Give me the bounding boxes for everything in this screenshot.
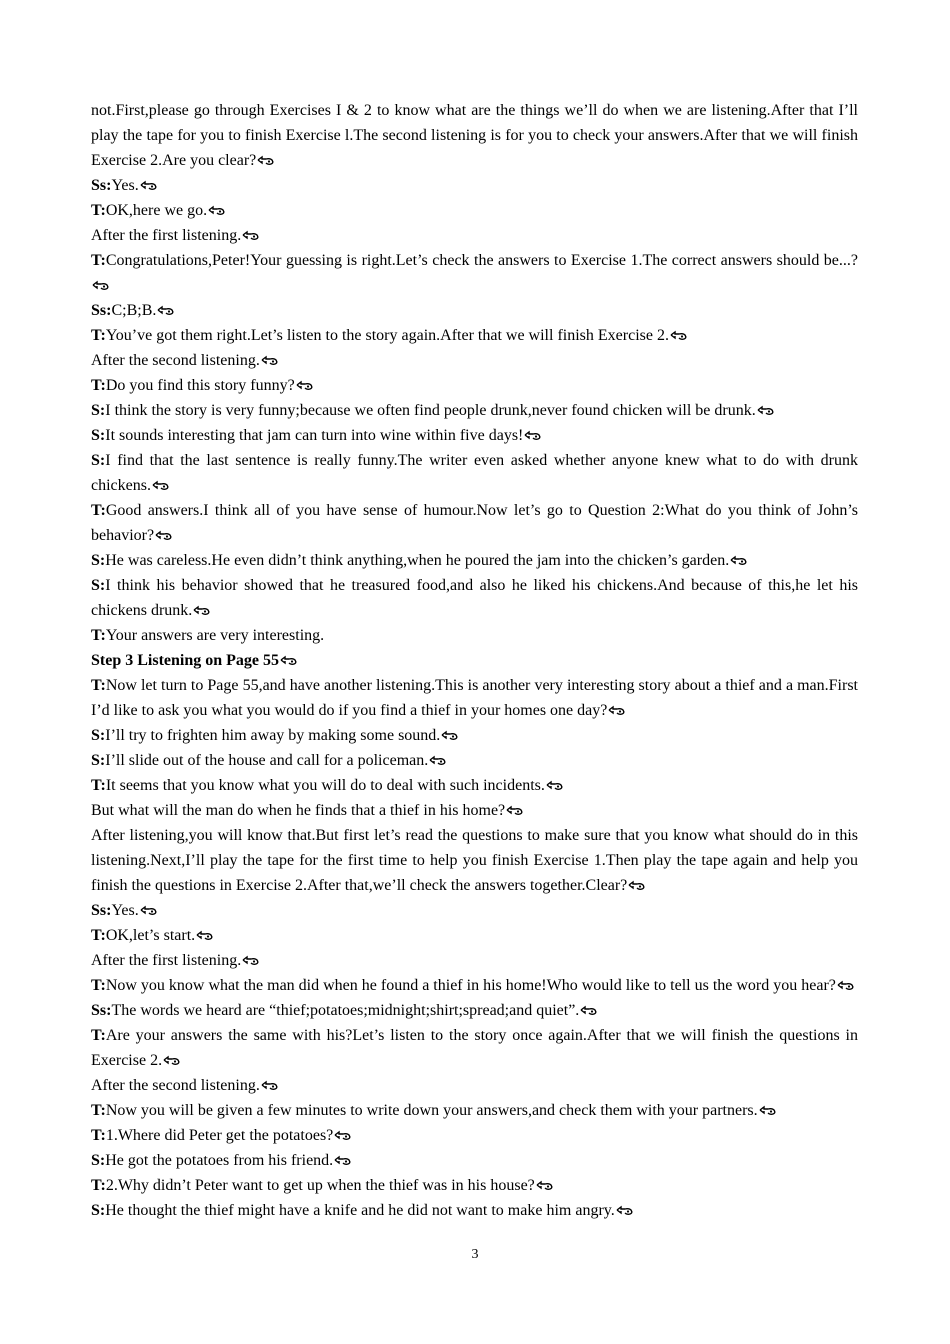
speaker-label: T: (91, 1127, 106, 1144)
paragraph-text: Now you know what the man did when he found a thief in his home!Who would like to tell us the word you hear? (105, 977, 836, 994)
paragraph (91, 548, 858, 573)
paragraph-text: Good answers.I think all of you have sense of humour.Now let’s go to Question 2:What do you think of John’s behavior? (91, 502, 858, 544)
paragraph-text: I think the story is very funny;because we often find people drunk,never found chicken will be drunk. (105, 402, 756, 419)
paragraph (91, 998, 858, 1023)
paragraph (91, 1123, 858, 1148)
paragraph-mark-icon (261, 1080, 279, 1091)
speaker-label: S: (91, 1202, 106, 1219)
paragraph-mark-icon (242, 230, 260, 241)
paragraph-mark-icon (92, 280, 110, 291)
paragraph-text: I think his behavior showed that he treasured food,and also he liked his chickens.And because of this,he let his chickens drunk. (91, 577, 858, 619)
speaker-label: T: (91, 627, 106, 644)
paragraph-text: Yes. (111, 177, 139, 194)
paragraph-text: C;B;B. (111, 302, 157, 319)
paragraph (91, 723, 858, 748)
paragraph-text: 2.Why didn’t Peter want to get up when the thief was in his house? (105, 1177, 535, 1194)
paragraph (91, 348, 858, 373)
paragraph-text: 1.Where did Peter get the potatoes? (105, 1127, 334, 1144)
paragraph-text: I find that the last sentence is really funny.The writer even asked whether anyone knew what to do with drunk chickens. (91, 452, 858, 494)
speaker-label: Ss: (91, 902, 112, 919)
paragraph-mark-icon (208, 205, 226, 216)
speaker-label: T: (91, 377, 106, 394)
paragraph-text: He was careless.He even didn’t think anything,when he poured the jam into the chicken’s garden. (105, 552, 730, 569)
speaker-label: T: (91, 502, 106, 519)
paragraph-text: The words we heard are “thief;potatoes;midnight;shirt;spread;and quiet”. (111, 1002, 580, 1019)
paragraph-mark-icon (506, 805, 524, 816)
paragraph-mark-icon (757, 405, 775, 416)
speaker-label: T: (91, 1027, 106, 1044)
speaker-label: T: (91, 677, 106, 694)
paragraph (91, 1073, 858, 1098)
paragraph-text: Congratulations,Peter!Your guessing is right.Let’s check the answers to Exercise 1.The correct answers should be...? (105, 252, 858, 269)
speaker-label: S: (91, 752, 106, 769)
paragraph-text: OK,let’s start. (105, 927, 196, 944)
paragraph-text: After the second listening. (91, 1077, 260, 1094)
paragraph-mark-icon (155, 530, 173, 541)
paragraph-mark-icon (334, 1155, 352, 1166)
paragraph-text: You’ve got them right.Let’s listen to the story again.After that we will finish Exercise 2. (105, 327, 669, 344)
paragraph-mark-icon (196, 930, 214, 941)
paragraph-text: After listening,you will know that.But first let’s read the questions to make sure that you know what should do in this listening.Next,I’ll play the tape for the first time to help you finish Exercise 1.Then play the tape again and help you finish the questions in Exercise 2.After that,we’ll check the answers together.Clear? (91, 827, 858, 894)
paragraph-text: After the first listening. (91, 952, 242, 969)
paragraph (91, 648, 858, 673)
paragraph (91, 98, 858, 173)
paragraph-text: He got the potatoes from his friend. (105, 1152, 334, 1169)
paragraph (91, 673, 858, 723)
speaker-label: Ss: (91, 1002, 112, 1019)
speaker-label: T: (91, 777, 106, 794)
speaker-label: S: (91, 402, 106, 419)
paragraph (91, 398, 858, 423)
paragraph-mark-icon (296, 380, 314, 391)
paragraph (91, 623, 858, 648)
paragraph (91, 373, 858, 398)
paragraph (91, 298, 858, 323)
paragraph (91, 923, 858, 948)
page-number: 3 (471, 1247, 479, 1262)
paragraph-text: Now let turn to Page 55,and have another listening.This is another very interesting story about a thief and a man.First I’d like to ask you what you would do if you find a thief in your homes one day? (91, 677, 858, 719)
paragraph-text: After the second listening. (91, 352, 260, 369)
paragraph (91, 1023, 858, 1073)
paragraph (91, 948, 858, 973)
paragraph (91, 1173, 858, 1198)
paragraph (91, 198, 858, 223)
paragraph-text: Now you will be given a few minutes to write down your answers,and check them with your partners. (105, 1102, 758, 1119)
section-heading: Step 3 Listening on Page 55 (91, 652, 280, 669)
paragraph (91, 248, 858, 298)
paragraph-text: He thought the thief might have a knife and he did not want to make him angry. (105, 1202, 615, 1219)
paragraph (91, 1198, 858, 1223)
paragraph-mark-icon (157, 305, 175, 316)
speaker-label: Ss: (91, 177, 112, 194)
paragraph-mark-icon (257, 155, 275, 166)
paragraph-text: It seems that you know what you will do to deal with such incidents. (105, 777, 545, 794)
paragraph (91, 223, 858, 248)
paragraph (91, 323, 858, 348)
paragraph-mark-icon (193, 605, 211, 616)
paragraph-text: Are your answers the same with his?Let’s listen to the story once again.After that we will finish the questions in Exercise 2. (91, 1027, 858, 1069)
paragraph (91, 173, 858, 198)
paragraph-mark-icon (546, 780, 564, 791)
paragraph-mark-icon (580, 1005, 598, 1016)
speaker-label: T: (91, 327, 106, 344)
paragraph (91, 498, 858, 548)
speaker-label: T: (91, 977, 106, 994)
paragraph-text: I’ll try to frighten him away by making some sound. (105, 727, 441, 744)
speaker-label: S: (91, 577, 106, 594)
speaker-label: S: (91, 727, 106, 744)
paragraph (91, 823, 858, 898)
paragraph-text: It sounds interesting that jam can turn into wine within five days! (105, 427, 524, 444)
speaker-label: S: (91, 452, 106, 469)
paragraph-text: But what will the man do when he finds that a thief in his home? (91, 802, 506, 819)
paragraph (91, 448, 858, 498)
paragraph (91, 1098, 858, 1123)
speaker-label: T: (91, 1177, 106, 1194)
paragraph-text: Yes. (111, 902, 139, 919)
paragraph-text: not.First,please go through Exercises I & 2 to know what are the things we’ll do when we are listening.After that I’ll play the tape for you to finish Exercise l.The second listening is for you to check your answers.After that we will finish Exercise 2.Are you clear? (91, 102, 858, 169)
speaker-label: T: (91, 927, 106, 944)
speaker-label: S: (91, 427, 106, 444)
paragraph-mark-icon (837, 980, 855, 991)
paragraph-mark-icon (441, 730, 459, 741)
paragraph-mark-icon (730, 555, 748, 566)
paragraph-mark-icon (140, 180, 158, 191)
speaker-label: Ss: (91, 302, 112, 319)
paragraph-text: I’ll slide out of the house and call for a policeman. (105, 752, 429, 769)
paragraph-mark-icon (334, 1130, 352, 1141)
paragraph (91, 798, 858, 823)
speaker-label: T: (91, 202, 106, 219)
paragraph-mark-icon (140, 905, 158, 916)
paragraph-mark-icon (524, 430, 542, 441)
paragraph-mark-icon (759, 1105, 777, 1116)
paragraph-mark-icon (429, 755, 447, 766)
paragraph (91, 973, 858, 998)
paragraph-mark-icon (280, 655, 298, 666)
speaker-label: T: (91, 1102, 106, 1119)
paragraph-mark-icon (261, 355, 279, 366)
document-body (91, 98, 858, 1223)
speaker-label: S: (91, 1152, 106, 1169)
paragraph-mark-icon (628, 880, 646, 891)
paragraph-mark-icon (616, 1205, 634, 1216)
paragraph-mark-icon (608, 705, 626, 716)
paragraph (91, 898, 858, 923)
paragraph-mark-icon (242, 955, 260, 966)
paragraph-mark-icon (536, 1180, 554, 1191)
paragraph-mark-icon (152, 480, 170, 491)
paragraph (91, 748, 858, 773)
paragraph-mark-icon (163, 1055, 181, 1066)
paragraph-text: OK,here we go. (105, 202, 208, 219)
paragraph-text: Do you find this story funny? (105, 377, 295, 394)
paragraph-text: After the first listening. (91, 227, 242, 244)
paragraph (91, 573, 858, 623)
paragraph (91, 773, 858, 798)
paragraph (91, 423, 858, 448)
speaker-label: S: (91, 552, 106, 569)
paragraph-text: Your answers are very interesting. (105, 627, 325, 644)
paragraph (91, 1148, 858, 1173)
paragraph-mark-icon (670, 330, 688, 341)
speaker-label: T: (91, 252, 106, 269)
